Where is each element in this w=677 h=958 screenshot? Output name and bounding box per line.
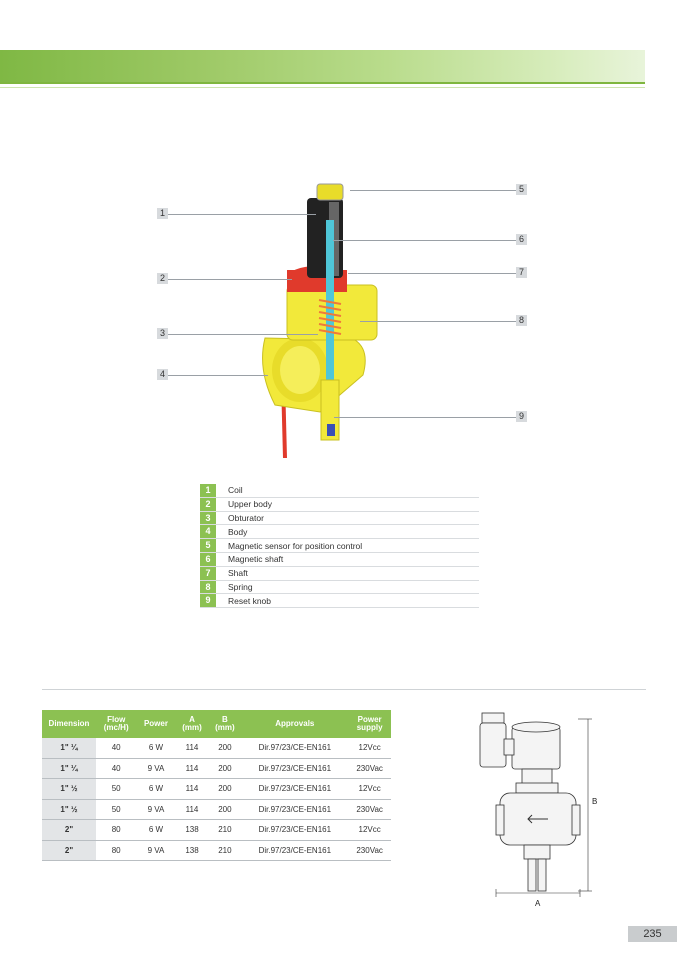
- cell-approvals: Dir.97/23/CE-EN161: [241, 820, 348, 841]
- header-power: Power: [136, 710, 175, 738]
- legend-number: 9: [200, 594, 216, 607]
- cell-flow: 40: [96, 738, 136, 758]
- cell-flow: 40: [96, 758, 136, 779]
- cell-power: 9 VA: [136, 758, 175, 779]
- legend-number: 3: [200, 512, 216, 525]
- cell-flow: 80: [96, 840, 136, 861]
- legend-number: 8: [200, 581, 216, 594]
- callout-6: 6: [516, 234, 527, 245]
- cell-dimension: 2": [42, 820, 96, 841]
- cell-a: 138: [176, 840, 209, 861]
- legend-row: [200, 594, 479, 608]
- legend-row: [200, 498, 479, 512]
- legend-number: 4: [200, 525, 216, 538]
- cell-approvals: Dir.97/23/CE-EN161: [241, 840, 348, 861]
- legend-label: Spring: [228, 581, 253, 592]
- callout-line: [360, 321, 516, 322]
- callout-8: 8: [516, 315, 527, 326]
- legend-row: [200, 525, 479, 539]
- legend-label: Magnetic sensor for position control: [228, 540, 363, 551]
- cell-supply: 230Vac: [348, 799, 391, 820]
- legend-number: 6: [200, 553, 216, 566]
- callout-line: [168, 214, 316, 215]
- cell-a: 114: [176, 779, 209, 800]
- table-row: [42, 758, 391, 779]
- cell-supply: 230Vac: [348, 758, 391, 779]
- cell-supply: 12Vcc: [348, 779, 391, 800]
- callout-line: [350, 190, 516, 191]
- cell-power: 6 W: [136, 738, 175, 758]
- cell-dimension: 2": [42, 840, 96, 861]
- legend-label: Coil: [228, 485, 243, 496]
- callout-3: 3: [157, 328, 168, 339]
- cell-power: 6 W: [136, 779, 175, 800]
- cell-supply: 12Vcc: [348, 820, 391, 841]
- header-power-supply: Power supply: [348, 710, 391, 738]
- legend-row: [200, 539, 479, 553]
- cell-dimension: 1" ½: [42, 779, 96, 800]
- table-row: [42, 799, 391, 820]
- callout-4: 4: [157, 369, 168, 380]
- cell-flow: 50: [96, 779, 136, 800]
- cell-power: 9 VA: [136, 799, 175, 820]
- legend-row: [200, 512, 479, 526]
- cell-approvals: Dir.97/23/CE-EN161: [241, 738, 348, 758]
- cell-flow: 50: [96, 799, 136, 820]
- header-band: [0, 50, 645, 84]
- legend-label: Obturator: [228, 512, 264, 523]
- legend-label: Upper body: [228, 499, 272, 510]
- legend-label: Body: [228, 526, 248, 537]
- callout-5: 5: [516, 184, 527, 195]
- cell-flow: 80: [96, 820, 136, 841]
- cell-power: 9 VA: [136, 840, 175, 861]
- dimension-label-a: A: [535, 899, 541, 908]
- cell-a: 114: [176, 758, 209, 779]
- header-dimension: Dimension: [42, 710, 96, 738]
- callout-line: [168, 375, 268, 376]
- callout-line: [333, 240, 516, 241]
- cell-b: 210: [208, 840, 241, 861]
- header-approvals: Approvals: [241, 710, 348, 738]
- legend-number: 7: [200, 567, 216, 580]
- callout-9: 9: [516, 411, 527, 422]
- cell-a: 114: [176, 799, 209, 820]
- cell-supply: 12Vcc: [348, 738, 391, 758]
- cell-dimension: 1" ½: [42, 799, 96, 820]
- table-row: [42, 738, 391, 758]
- callout-line: [348, 273, 516, 274]
- header-b: B (mm): [208, 710, 241, 738]
- legend-row: [200, 553, 479, 567]
- cell-a: 138: [176, 820, 209, 841]
- specifications-table: [42, 710, 391, 861]
- callout-line: [168, 334, 318, 335]
- header-flow: Flow (mc/H): [96, 710, 136, 738]
- legend-label: Shaft: [228, 568, 248, 579]
- legend-label: Reset knob: [228, 595, 271, 606]
- legend-label: Magnetic shaft: [228, 554, 284, 565]
- cell-power: 6 W: [136, 820, 175, 841]
- cell-b: 200: [208, 738, 241, 758]
- cell-b: 200: [208, 758, 241, 779]
- page-number: 235: [628, 926, 677, 942]
- legend-row: [200, 567, 479, 581]
- table-header-row: [42, 710, 391, 738]
- callout-line: [334, 417, 516, 418]
- section-divider: [42, 689, 646, 690]
- header-a: A (mm): [176, 710, 209, 738]
- table-row: [42, 820, 391, 841]
- legend-row: [200, 581, 479, 595]
- legend-number: 1: [200, 484, 216, 497]
- valve-cutaway-illustration: [245, 180, 380, 460]
- cell-b: 200: [208, 779, 241, 800]
- legend-number: 5: [200, 539, 216, 552]
- cell-approvals: Dir.97/23/CE-EN161: [241, 779, 348, 800]
- dimension-label-b: B: [592, 797, 598, 806]
- cell-a: 114: [176, 738, 209, 758]
- callout-7: 7: [516, 267, 527, 278]
- callout-2: 2: [157, 273, 168, 284]
- cell-dimension: 1" ¼: [42, 738, 96, 758]
- legend-number: 2: [200, 498, 216, 511]
- callout-line: [168, 279, 292, 280]
- valve-dimension-drawing: [470, 705, 620, 910]
- cell-dimension: 1" ¼: [42, 758, 96, 779]
- cell-supply: 230Vac: [348, 840, 391, 861]
- callout-1: 1: [157, 208, 168, 219]
- cell-b: 210: [208, 820, 241, 841]
- table-row: [42, 840, 391, 861]
- cell-approvals: Dir.97/23/CE-EN161: [241, 758, 348, 779]
- parts-legend: [200, 484, 479, 608]
- table-row: [42, 779, 391, 800]
- cell-b: 200: [208, 799, 241, 820]
- cell-approvals: Dir.97/23/CE-EN161: [241, 799, 348, 820]
- legend-row: [200, 484, 479, 498]
